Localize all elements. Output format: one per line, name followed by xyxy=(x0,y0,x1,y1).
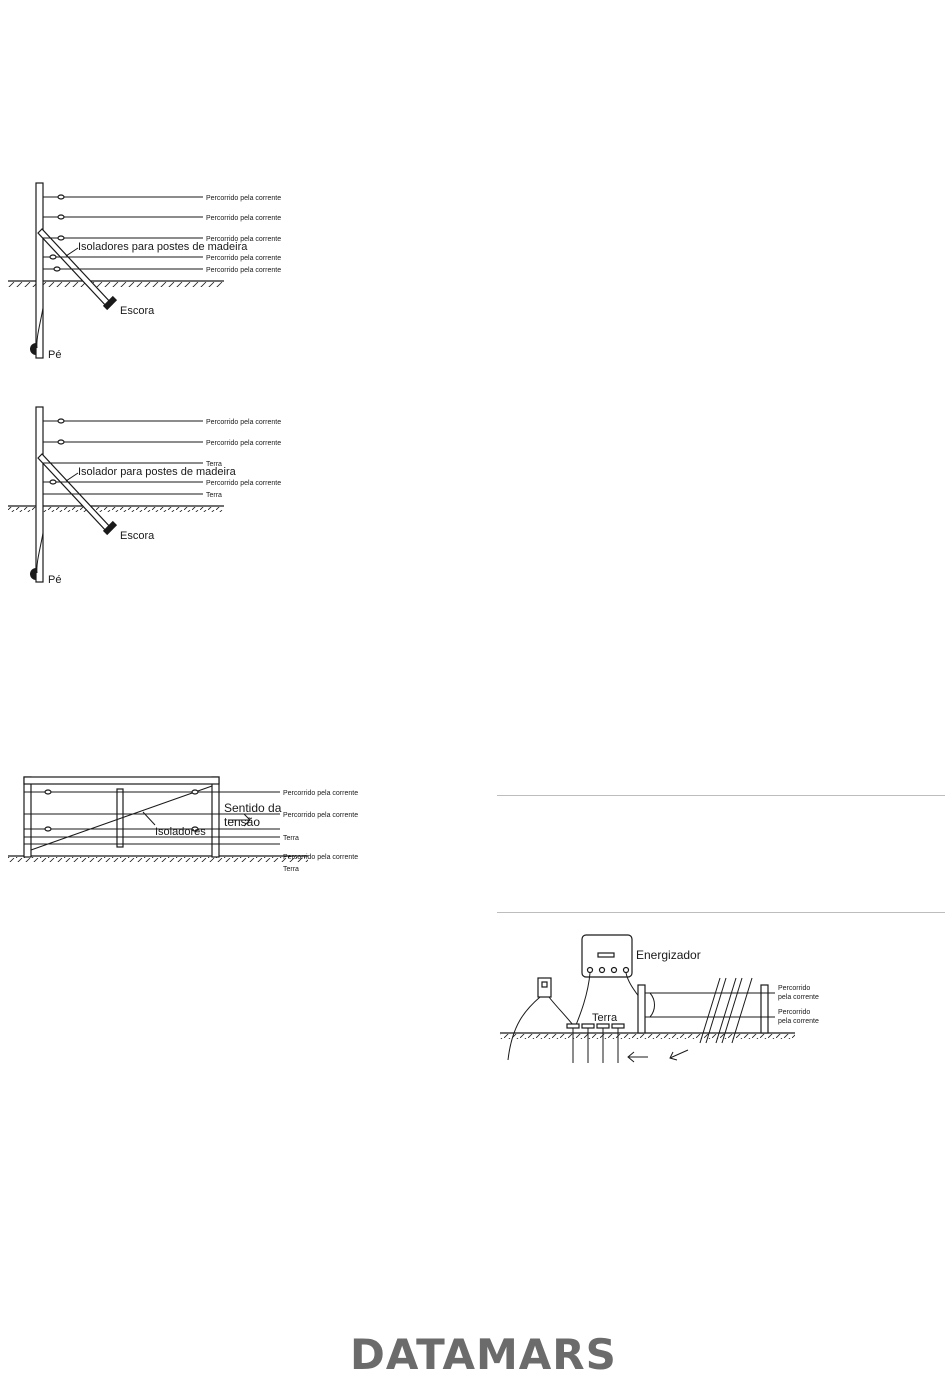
ground-lead xyxy=(576,973,590,1025)
ground-hatch xyxy=(500,1034,795,1039)
insulator-label: Isoladores xyxy=(155,826,206,838)
wire-label: Percorrido pela corrente xyxy=(283,854,359,861)
wire-label: Percorrido pela corrente xyxy=(206,236,282,243)
wire-label: Percorrido pela corrente xyxy=(283,790,359,797)
ground-rods xyxy=(566,1024,626,1063)
energizer-label: Energizador xyxy=(636,948,701,962)
datamars-logo: DATAMARS xyxy=(350,1330,617,1379)
wire-label: Percorrido pela corrente xyxy=(283,812,359,819)
section-divider xyxy=(497,912,945,913)
post-left xyxy=(24,777,31,857)
post-foot xyxy=(30,343,36,355)
arrow-left-icon xyxy=(670,1050,688,1060)
section-divider xyxy=(497,795,945,796)
wooden-post xyxy=(36,183,43,358)
brace-label: Escora xyxy=(120,530,155,542)
tester-lead xyxy=(508,997,540,1060)
insulator-leader xyxy=(66,248,78,256)
insulator-label: Isoladores para postes de madeira xyxy=(78,241,248,253)
top-rail xyxy=(24,777,219,784)
wire-label: Percorrido pela corrente xyxy=(206,255,282,262)
foot-label: Pé xyxy=(48,349,62,361)
wire-label: pela corrente xyxy=(778,1018,819,1025)
direction-label: Sentido da xyxy=(224,801,282,815)
post-right xyxy=(212,777,219,857)
fence-post-right xyxy=(761,985,768,1033)
wire-label: pela corrente xyxy=(778,994,819,1001)
wooden-post xyxy=(36,407,43,582)
ground-hatch xyxy=(8,857,308,862)
wire-label: Percorrido pela corrente xyxy=(206,440,282,447)
wire-label: Terra xyxy=(283,835,299,842)
post-foot xyxy=(30,568,36,580)
wire-label: Terra xyxy=(283,866,299,873)
insulator-leader xyxy=(66,473,78,481)
wire-label: Percorrido pela corrente xyxy=(206,195,282,202)
figure-corner-assembly xyxy=(8,777,358,873)
insulator-label: Isolador para postes de madeira xyxy=(78,466,236,478)
figure-post-braced-all-live xyxy=(8,183,281,361)
wire-label: Percorrido pela corrente xyxy=(206,267,282,274)
figure-post-braced-live-ground xyxy=(8,407,281,586)
brace-label: Escora xyxy=(120,305,155,317)
wire-label: Percorrido pela corrente xyxy=(206,215,282,222)
direction-label: tensão xyxy=(224,815,261,829)
arrow-left-icon xyxy=(628,1052,648,1062)
figure-energizer-grounding xyxy=(500,935,819,1063)
wire-label: Terra xyxy=(206,492,222,499)
wire-label: Percorrido pela corrente xyxy=(206,419,282,426)
energizer-display xyxy=(598,953,614,957)
foot-label: Pé xyxy=(48,574,62,586)
wire-label: Percorrido xyxy=(778,1009,811,1016)
ground-label: Terra xyxy=(592,1012,618,1024)
wire-label: Percorrido pela corrente xyxy=(206,480,282,487)
wire-label: Percorrido xyxy=(778,985,811,992)
fence-post-left xyxy=(638,985,645,1033)
wire-label: Terra xyxy=(206,461,222,468)
